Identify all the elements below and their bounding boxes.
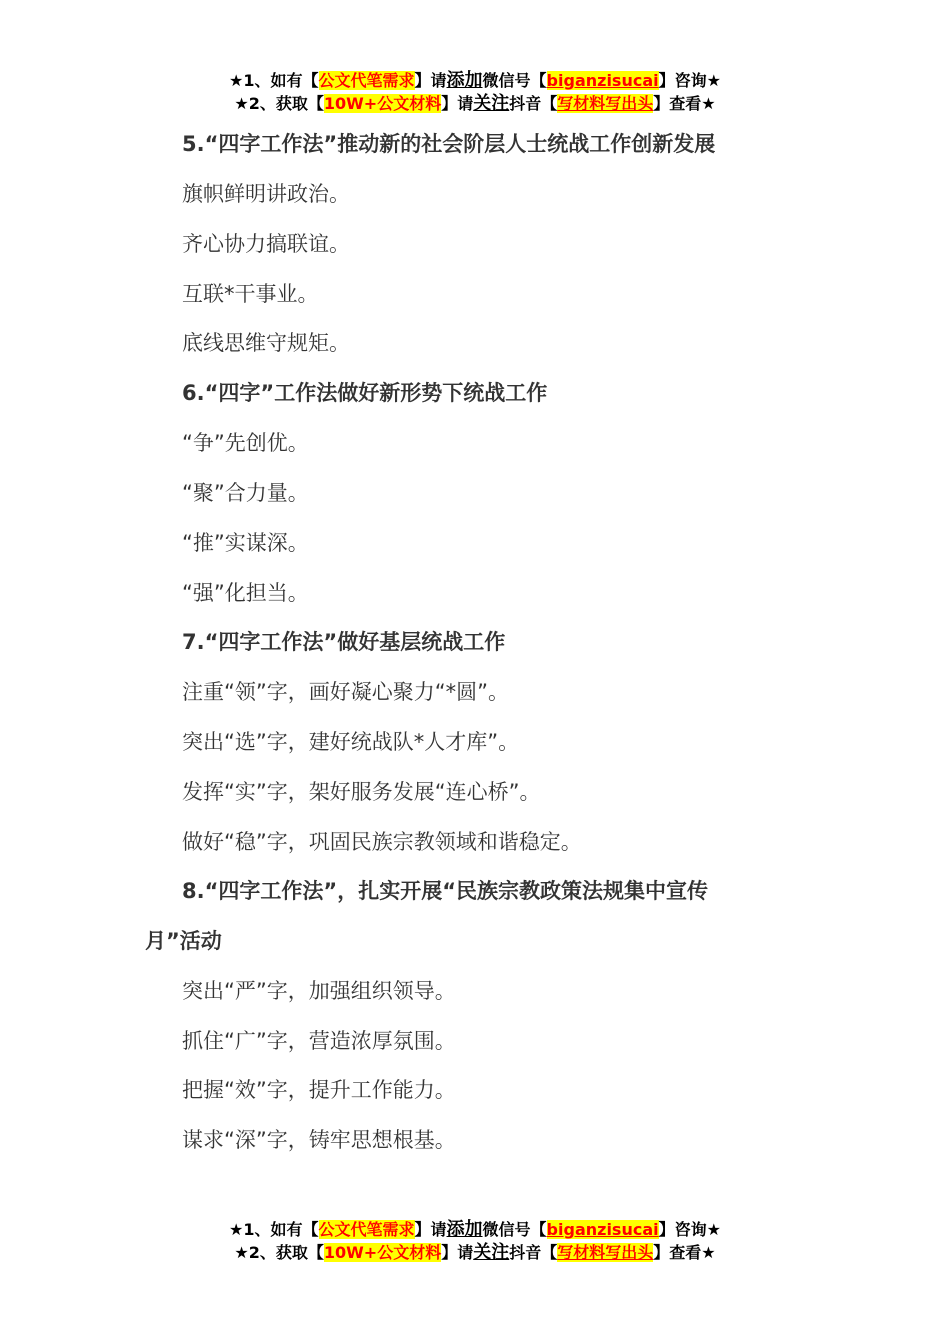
section-heading-6: 6.“四字”工作法做好新形势下统战工作 [182,381,548,405]
section-8-item-2: 抓住“广”字，营造浓厚氛围。 [182,1029,456,1053]
highlight-ghostwriting: 公文代笔需求 [318,1220,415,1239]
banner-text: 微信号【 [482,1220,547,1239]
banner-text: 】咨询★ [658,1220,721,1239]
section-heading-5: 5.“四字工作法”推动新的社会阶层人士统战工作创新发展 [182,132,716,156]
section-7-item-4: 做好“稳”字，巩固民族宗教领域和谐稳定。 [182,830,582,854]
banner-text: 】请 [414,71,447,90]
banner-text: 】请 [441,1243,474,1262]
underlined-add: 添加 [446,1219,483,1240]
section-heading-7: 7.“四字工作法”做好基层统战工作 [182,630,506,654]
highlight-ghostwriting: 公文代笔需求 [318,71,415,90]
section-7-item-1: 注重“领”字，画好凝心聚力“*圆”。 [182,680,510,704]
highlight-materials: 10W+公文材料 [323,94,442,113]
banner-line-2 [0,92,950,115]
banner-text: 】查看★ [653,94,716,113]
section-8-item-3: 把握“效”字，提升工作能力。 [182,1078,456,1102]
banner-text: 抖音【 [509,94,558,113]
section-7-item-3: 发挥“实”字，架好服务发展“连心桥”。 [182,780,541,804]
section-5-item-3: 互联*干事业。 [182,282,319,306]
section-6-item-4: “强”化担当。 [182,581,309,605]
banner-line-2 [0,1241,950,1264]
banner-text: ★2、获取【 [234,1243,324,1262]
banner-text: 抖音【 [509,1243,558,1262]
section-heading-8-line-2: 月”活动 [145,929,222,953]
section-6-item-1: “争”先创优。 [182,431,309,455]
banner-line-1 [0,1218,950,1241]
banner-text: 】请 [441,94,474,113]
section-6-item-2: “聚”合力量。 [182,481,309,505]
banner-text: ★1、如有【 [229,1220,319,1239]
section-7-item-2: 突出“选”字，建好统战队*人才库”。 [182,730,520,754]
banner-text: 微信号【 [482,71,547,90]
banner-text: 】请 [414,1220,447,1239]
underlined-add: 添加 [446,70,483,91]
banner-text: ★2、获取【 [234,94,324,113]
section-heading-8-line-1: 8.“四字工作法”，扎实开展“民族宗教政策法规集中宣传 [182,879,708,903]
banner-line-1 [0,69,950,92]
highlight-douyin-account[interactable]: 写材料写出头 [557,1243,654,1262]
section-6-item-3: “推”实谋深。 [182,531,309,555]
section-5-item-1: 旗帜鲜明讲政治。 [182,182,350,206]
banner-text: 】查看★ [653,1243,716,1262]
banner-text: 】咨询★ [658,71,721,90]
top-banner [0,69,950,115]
underlined-follow: 关注 [473,93,510,114]
section-8-item-4: 谋求“深”字，铸牢思想根基。 [182,1128,456,1152]
banner-text: ★1、如有【 [229,71,319,90]
bottom-banner [0,1218,950,1264]
highlight-wechat-id[interactable]: biganzisucai [546,71,659,90]
underlined-follow: 关注 [473,1242,510,1263]
highlight-materials: 10W+公文材料 [323,1243,442,1262]
section-5-item-4: 底线思维守规矩。 [182,331,350,355]
section-5-item-2: 齐心协力搞联谊。 [182,232,350,256]
highlight-wechat-id[interactable]: biganzisucai [546,1220,659,1239]
highlight-douyin-account[interactable]: 写材料写出头 [557,94,654,113]
section-8-item-1: 突出“严”字，加强组织领导。 [182,979,456,1003]
